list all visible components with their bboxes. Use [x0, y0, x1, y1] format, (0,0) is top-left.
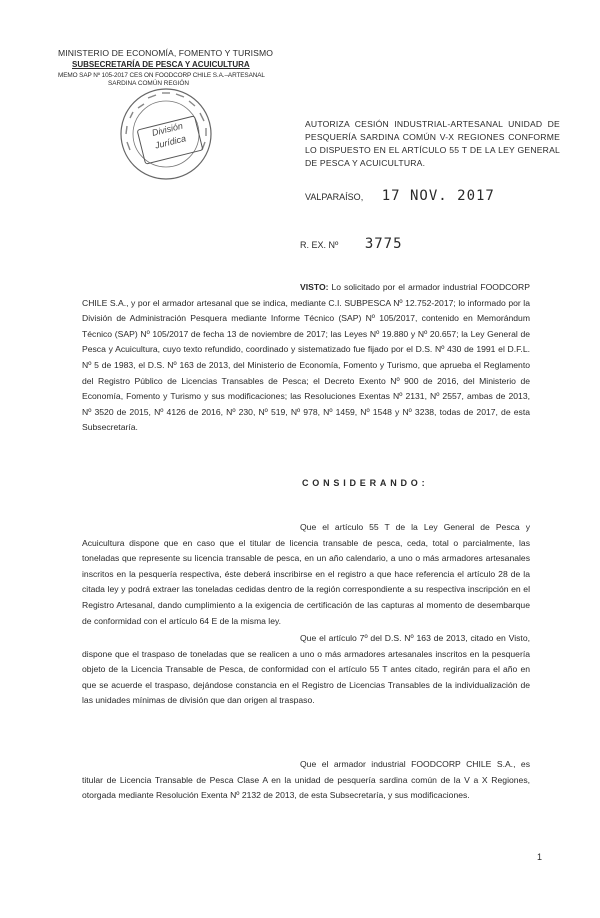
visto-paragraph [82, 280, 530, 436]
letterhead [58, 48, 298, 87]
considerando-heading: CONSIDERANDO: [302, 478, 429, 488]
resolution-number-value: 3775 [364, 236, 403, 252]
memo-reference-2: SARDINA COMÚN REGIÓN [108, 80, 189, 87]
ministry-name: MINISTERIO DE ECONOMÍA, FOMENTO Y TURISMO [58, 48, 273, 58]
resolution-summary: AUTORIZA CESIÓN INDUSTRIAL-ARTESANAL UNIDAD DE PESQUERÍA SARDINA COMÚN V-X REGIONES CONFORME LO DISPUESTO EN EL ARTÍCULO 55 T DE LA LEY GENERAL DE PESCA Y ACUICULTURA. [305, 119, 560, 168]
resolution-label: R. EX. Nº [300, 240, 339, 250]
city: VALPARAÍSO, [305, 192, 364, 202]
considerando-paragraph-3: Que el armador industrial FOODCORP CHILE S.A., es titular de Licencia Transable de Pesca Clase A en la unidad de pesquería sardina común de la V a X Regiones, otorgada mediante Resolución Exenta Nº 2132 de 2013, de esta Subsecretaría, y sus modificaciones. [82, 759, 530, 801]
subsecretaria-name: SUBSECRETARÍA DE PESCA Y ACUICULTURA [72, 60, 250, 69]
resolution-number [300, 236, 403, 252]
visto-text: Lo solicitado por el armador industrial FOODCORP CHILE S.A., y por el armador artesanal que se indica, mediante C.I. SUBPESCA Nº 12.752-2017; lo informado por la División de Administración Pesquera mediante Informe Técnico (SAP) Nº 105/2017, contenido en Memorándum Técnico (SAP) Nº 105/2017 de fecha 13 de noviembre de 2017; las Leyes Nº 19.880 y Nº 20.657; la Ley General de Pesca y Acuicultura, cuyo texto refundido, coordinado y sistematizado fue fijado por el D.S. Nº 430 de 1991 el D.F.L. Nº 5 de 1983, el D.S. Nº 163 de 2013, del Ministerio de Economía, Fomento y Turismo, que aprueba el Reglamento del Registro Público de Licencias Transables de Pesca; el Decreto Exento Nº 900 de 2016, del Ministerio de Economía, Fomento y Turismo y sus modificaciones; las Resoluciones Exentas Nº 2131, Nº 2557, ambas de 2013, Nº 3520 de 2015, Nº 4126 de 2016, Nº 230, Nº 519, Nº 978, Nº 1459, Nº 1548 y Nº 3238, todas de 2017, de esta Subsecretaría. [82, 282, 530, 433]
place-and-date [305, 188, 495, 204]
memo-reference: MEMO SAP Nº 105-2017 CES ON FOODCORP CHILE S.A.–ARTESANAL [58, 72, 265, 79]
division-stamp: División Jurídica [137, 115, 204, 164]
considerando-paragraph-1: Que el artículo 55 T de la Ley General de Pesca y Acuicultura dispone que en caso que el titular de licencia transable de pesca, ceda, total o parcialmente, las toneladas que represente su licencia transable de pesca, en un año calendario, a uno o más armadores artesanales inscritos en la pesquería respectiva, éste deberá inscribirse en el registro a que hace referencia el artículo 28 de la citada ley y podrá extraer las toneladas cedidas dentro de la región correspondiente a su respectiva inscripción en el Registro Artesanal, dando cumplimiento a la exigencia de certificación de las capturas al momento de desembarque de conformidad con el artículo 64 E de la misma ley. [82, 522, 530, 626]
considerando-paragraph-2: Que el artículo 7º del D.S. Nº 163 de 2013, citado en Visto, dispone que el traspaso de toneladas que se realicen a uno o más armadores artesanales inscritos en la pesquería objeto de la Licencia Transable de Pesca, de conformidad con el artículo 55 T antes citado, regirán para el año en que se acuerde el traspaso, dejándose constancia en el Registro de Licencias Transables de la individualización de las unidades mínimas de división que dan origen al traspaso. [82, 633, 530, 706]
page-number: 1 [537, 852, 543, 862]
date-stamp: 17 NOV. 2017 [381, 188, 495, 204]
visto-label: VISTO: [300, 282, 329, 292]
